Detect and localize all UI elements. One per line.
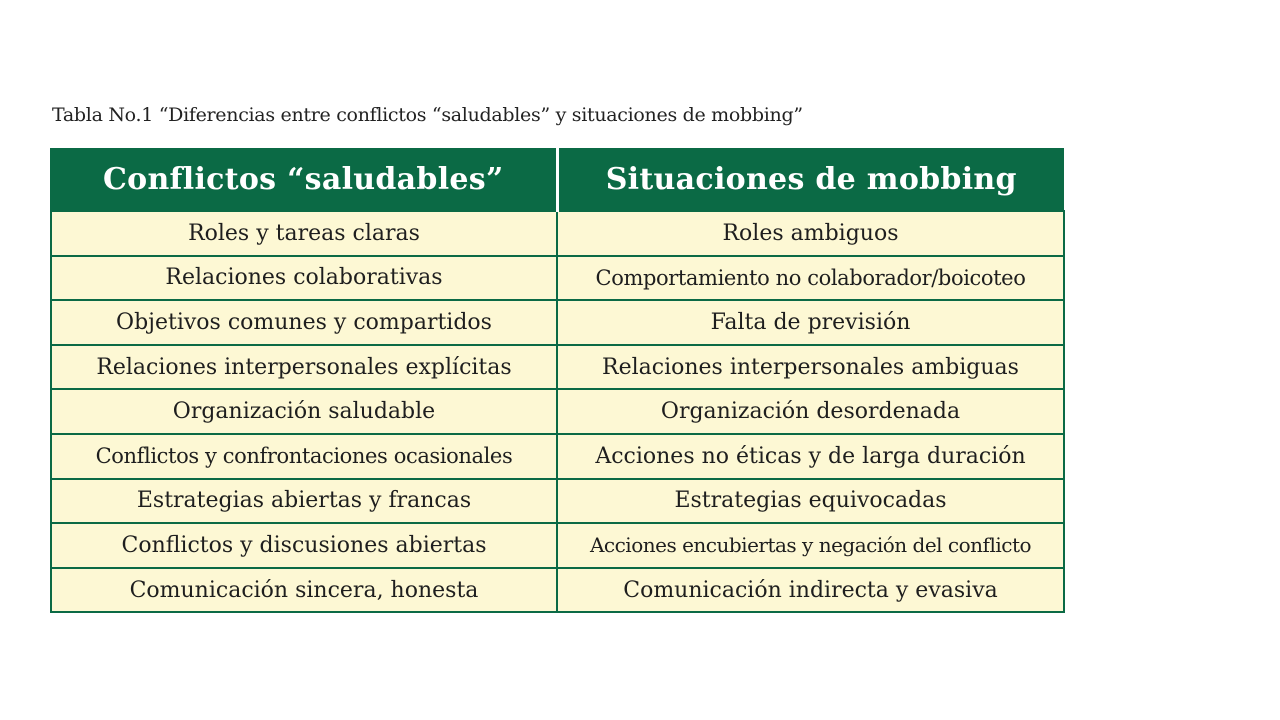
mobbing-cell: Relaciones interpersonales ambiguas [557, 345, 1064, 390]
column-header-healthy-conflicts: Conflictos “saludables” [51, 148, 557, 211]
mobbing-cell: Comunicación indirecta y evasiva [557, 568, 1064, 613]
healthy-cell: Objetivos comunes y compartidos [51, 300, 557, 345]
table-row [51, 211, 1064, 256]
table-row [51, 300, 1064, 345]
table-row [51, 568, 1064, 613]
table-row [51, 479, 1064, 524]
mobbing-cell: Acciones no éticas y de larga duración [557, 434, 1064, 479]
table-row [51, 523, 1064, 568]
mobbing-cell: Roles ambiguos [557, 211, 1064, 256]
mobbing-cell: Acciones encubiertas y negación del conflicto [557, 523, 1064, 568]
table-row [51, 434, 1064, 479]
comparison-table-container [50, 148, 1063, 613]
table-header-row [51, 148, 1064, 211]
table-row [51, 256, 1064, 301]
healthy-cell: Roles y tareas claras [51, 211, 557, 256]
comparison-table [50, 148, 1065, 613]
healthy-cell: Relaciones interpersonales explícitas [51, 345, 557, 390]
table-row [51, 345, 1064, 390]
mobbing-cell: Falta de previsión [557, 300, 1064, 345]
mobbing-cell: Organización desordenada [557, 389, 1064, 434]
table-caption: Tabla No.1 “Diferencias entre conflictos “saludables” y situaciones de mobbing” [52, 104, 803, 126]
healthy-cell: Comunicación sincera, honesta [51, 568, 557, 613]
healthy-cell: Organización saludable [51, 389, 557, 434]
healthy-cell: Estrategias abiertas y francas [51, 479, 557, 524]
table-row [51, 389, 1064, 434]
healthy-cell: Conflictos y confrontaciones ocasionales [51, 434, 557, 479]
column-header-mobbing-situations: Situaciones de mobbing [557, 148, 1064, 211]
healthy-cell: Relaciones colaborativas [51, 256, 557, 301]
healthy-cell: Conflictos y discusiones abiertas [51, 523, 557, 568]
mobbing-cell: Comportamiento no colaborador/boicoteo [557, 256, 1064, 301]
mobbing-cell: Estrategias equivocadas [557, 479, 1064, 524]
